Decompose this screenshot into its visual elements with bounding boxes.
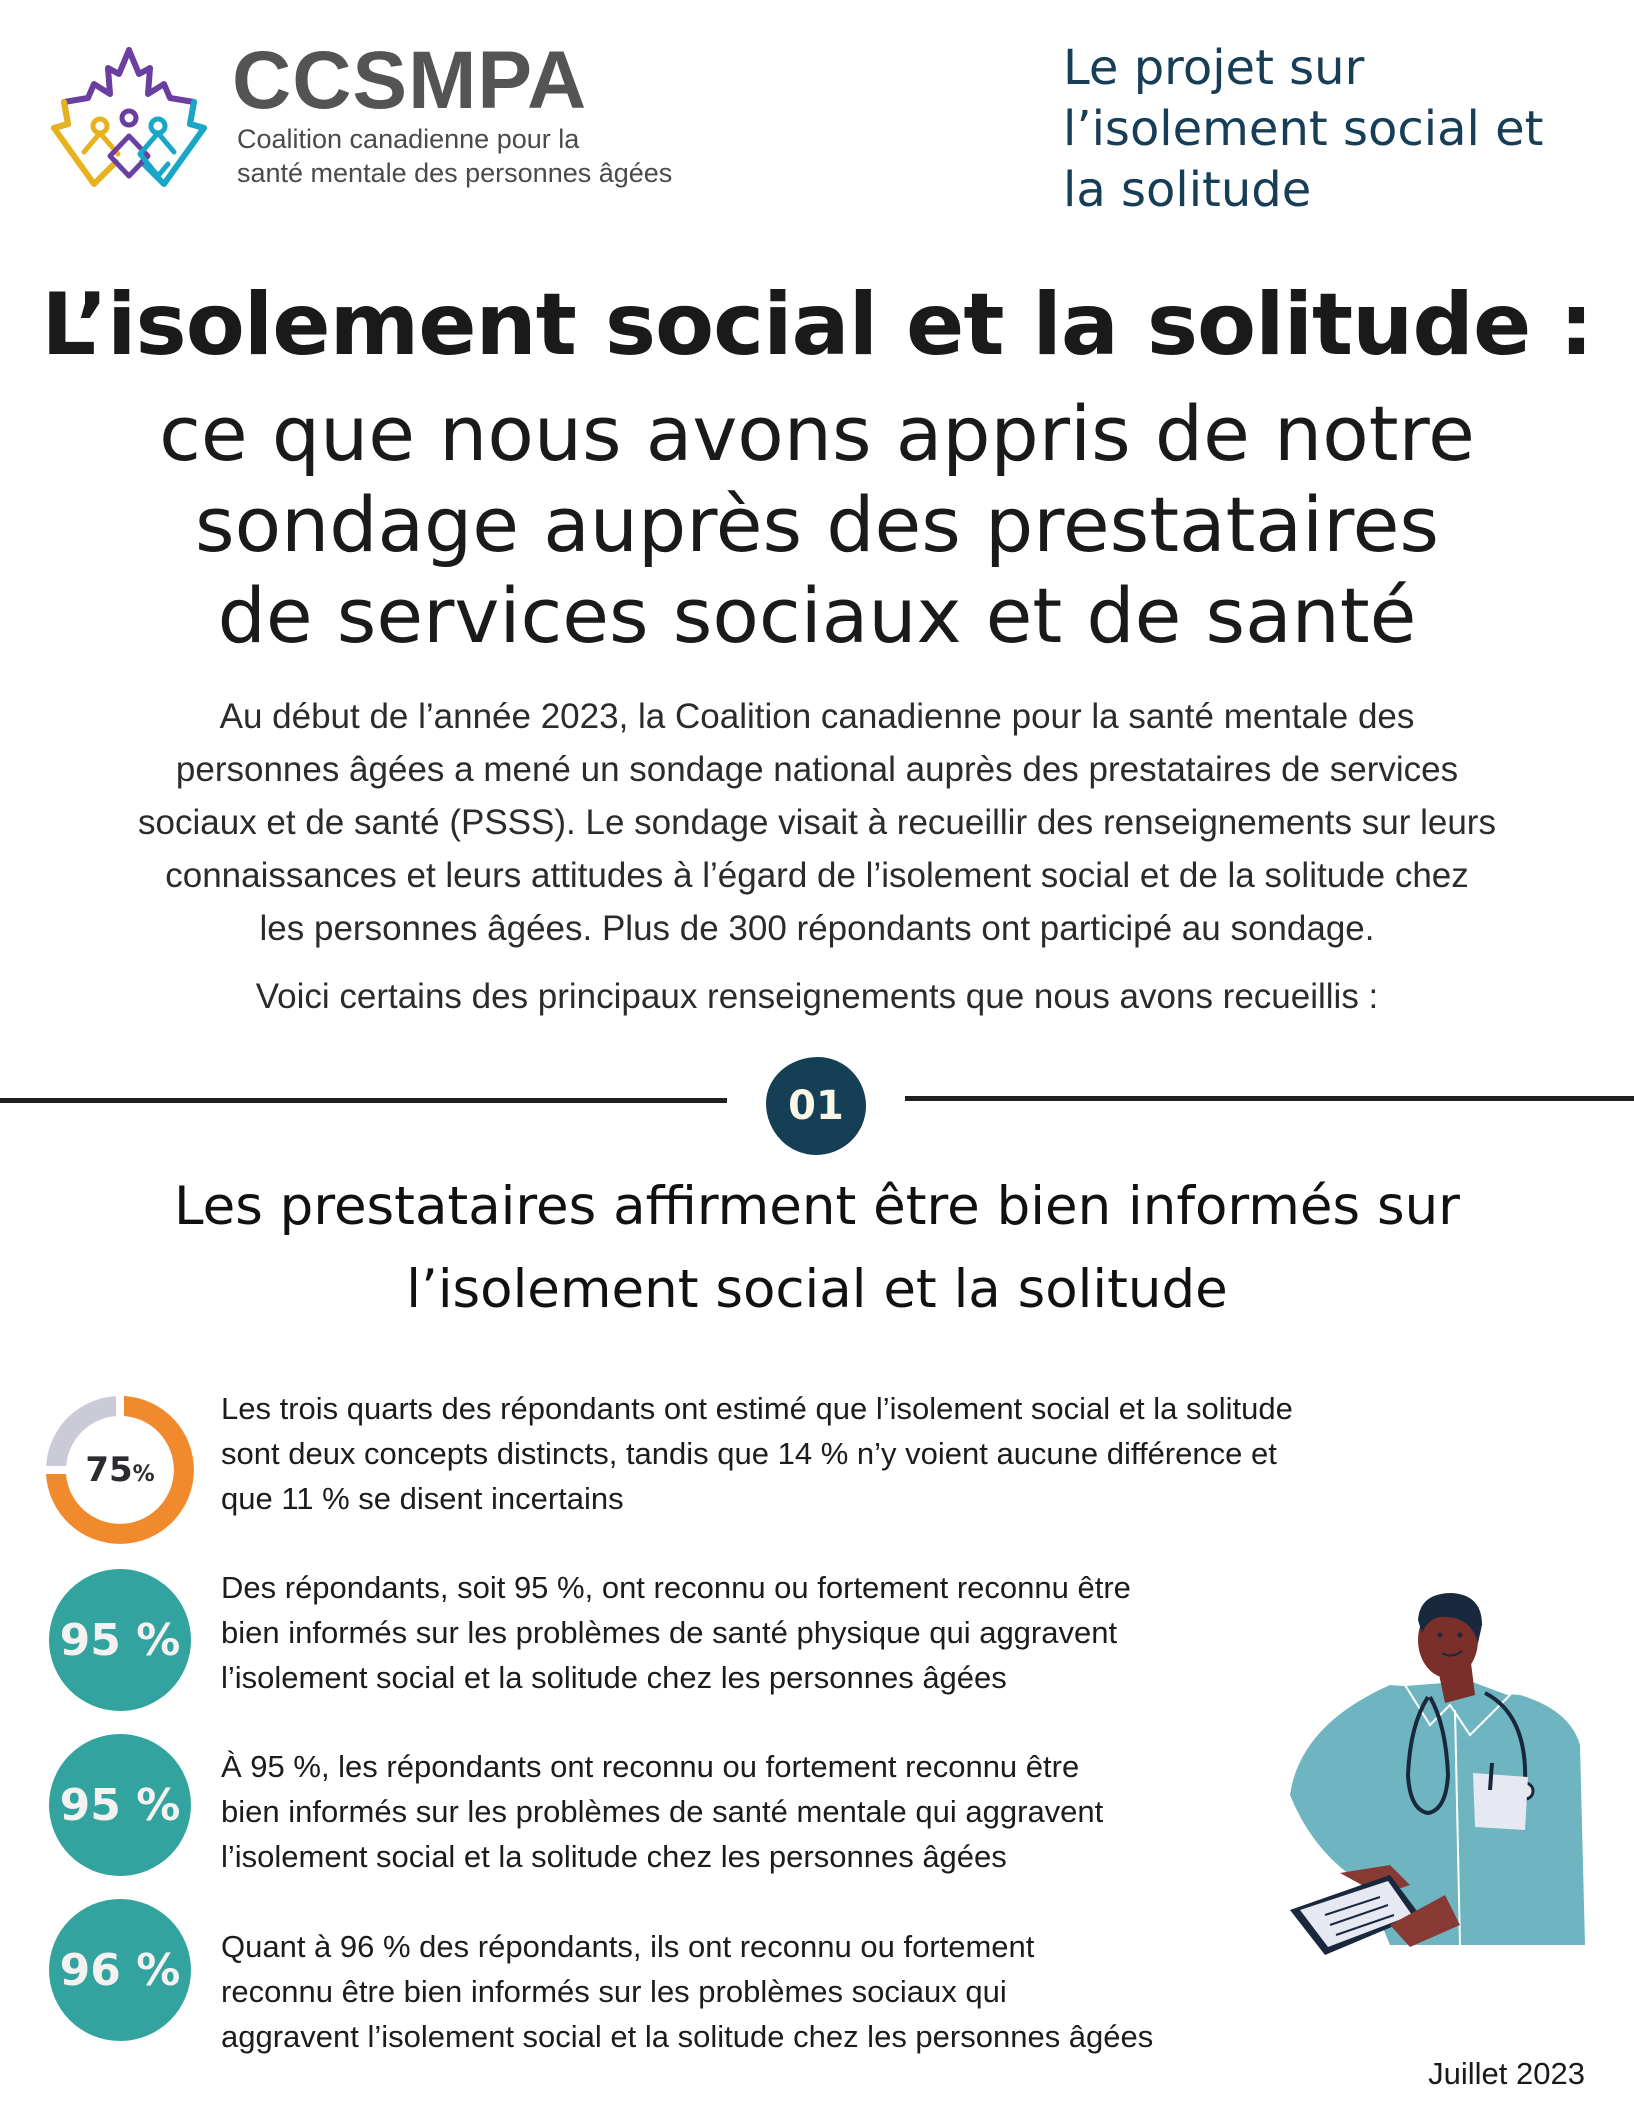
- page-title: L’isolement social et la solitude :: [41, 275, 1593, 375]
- stat-line: Quant à 96 % des répondants, ils ont reconnu ou fortement: [221, 1929, 1035, 1964]
- stat-line: reconnu être bien informés sur les problèmes sociaux qui: [221, 1974, 1007, 2009]
- org-name-line: Coalition canadienne pour la: [237, 124, 580, 154]
- divider-line-right: [905, 1096, 1634, 1101]
- subtitle-line: sondage auprès des prestataires: [194, 480, 1440, 569]
- page-subtitle: [0, 388, 1634, 661]
- intro-line: sociaux et de santé (PSSS). Le sondage visait à recueillir des renseignements sur leurs: [138, 803, 1496, 842]
- stat-badge: [49, 1569, 191, 1711]
- publication-date: Juillet 2023: [1428, 2056, 1585, 2091]
- stat-line: l’isolement social et la solitude chez les personnes âgées: [221, 1839, 1007, 1874]
- stat-line: que 11 % se disent incertains: [221, 1481, 624, 1516]
- ccsmpa-logo-icon: [44, 44, 214, 194]
- stat-line: l’isolement social et la solitude chez les personnes âgées: [221, 1660, 1007, 1695]
- project-title-line: l’isolement social et: [1063, 101, 1544, 157]
- doctor-illustration-icon: [1270, 1585, 1600, 1965]
- subtitle-line: ce que nous avons appris de notre: [159, 389, 1475, 478]
- stat-badge-value: 95 %: [59, 1779, 181, 1831]
- intro-line: les personnes âgées. Plus de 300 répondants ont participé au sondage.: [259, 909, 1375, 948]
- project-title-line: Le projet sur: [1063, 40, 1365, 96]
- org-name-line: santé mentale des personnes âgées: [237, 158, 673, 188]
- stat-line: sont deux concepts distincts, tandis que 14 % n’y voient aucune différence et: [221, 1436, 1277, 1471]
- stat-description: [221, 1744, 1103, 1879]
- stat-line: aggravent l’isolement social et la solitude chez les personnes âgées: [221, 2019, 1154, 2054]
- stat-badge: [49, 1734, 191, 1876]
- stat-line: bien informés sur les problèmes de santé physique qui aggravent: [221, 1615, 1118, 1650]
- intro-line: Au début de l’année 2023, la Coalition canadienne pour la santé mentale des: [219, 697, 1415, 736]
- intro-paragraph: [50, 690, 1584, 955]
- stat-badge-value: 95 %: [59, 1614, 181, 1666]
- intro-lead: Voici certains des principaux renseignements que nous avons recueillis :: [255, 977, 1379, 1016]
- section-title: [0, 1165, 1634, 1331]
- donut-value-number: 75: [85, 1450, 133, 1490]
- stat-badge: [49, 1899, 191, 2041]
- subtitle-line: de services sociaux et de santé: [217, 571, 1417, 660]
- stat-line: bien informés sur les problèmes de santé mentale qui aggravent: [221, 1794, 1104, 1829]
- intro-line: connaissances et leurs attitudes à l’égard de l’isolement social et de la solitude chez: [165, 856, 1469, 895]
- stat-description: [221, 1924, 1153, 2059]
- org-acronym: CCSMPA: [232, 35, 588, 126]
- stat-line: À 95 %, les répondants ont reconnu ou fortement reconnu être: [221, 1749, 1080, 1784]
- project-title-line: la solitude: [1063, 162, 1312, 218]
- intro-line: personnes âgées a mené un sondage national auprès des prestataires de services: [175, 750, 1459, 789]
- section-number: 01: [788, 1083, 844, 1129]
- stat-line: Les trois quarts des répondants ont estimé que l’isolement social et la solitude: [221, 1391, 1293, 1426]
- section-title-line: Les prestataires affirment être bien informés sur: [174, 1176, 1460, 1237]
- stat-line: Des répondants, soit 95 %, ont reconnu ou fortement reconnu être: [221, 1570, 1131, 1605]
- section-title-line: l’isolement social et la solitude: [406, 1259, 1228, 1320]
- stat-description: [221, 1565, 1131, 1700]
- donut-value: [46, 1396, 194, 1544]
- project-title: [1063, 38, 1543, 221]
- stat-badge-value: 96 %: [59, 1944, 181, 1996]
- divider-line-left: [0, 1098, 727, 1103]
- stat-description: [221, 1386, 1293, 1521]
- section-number-badge: [766, 1057, 866, 1155]
- donut-value-unit: %: [132, 1461, 155, 1487]
- org-name: [237, 122, 672, 190]
